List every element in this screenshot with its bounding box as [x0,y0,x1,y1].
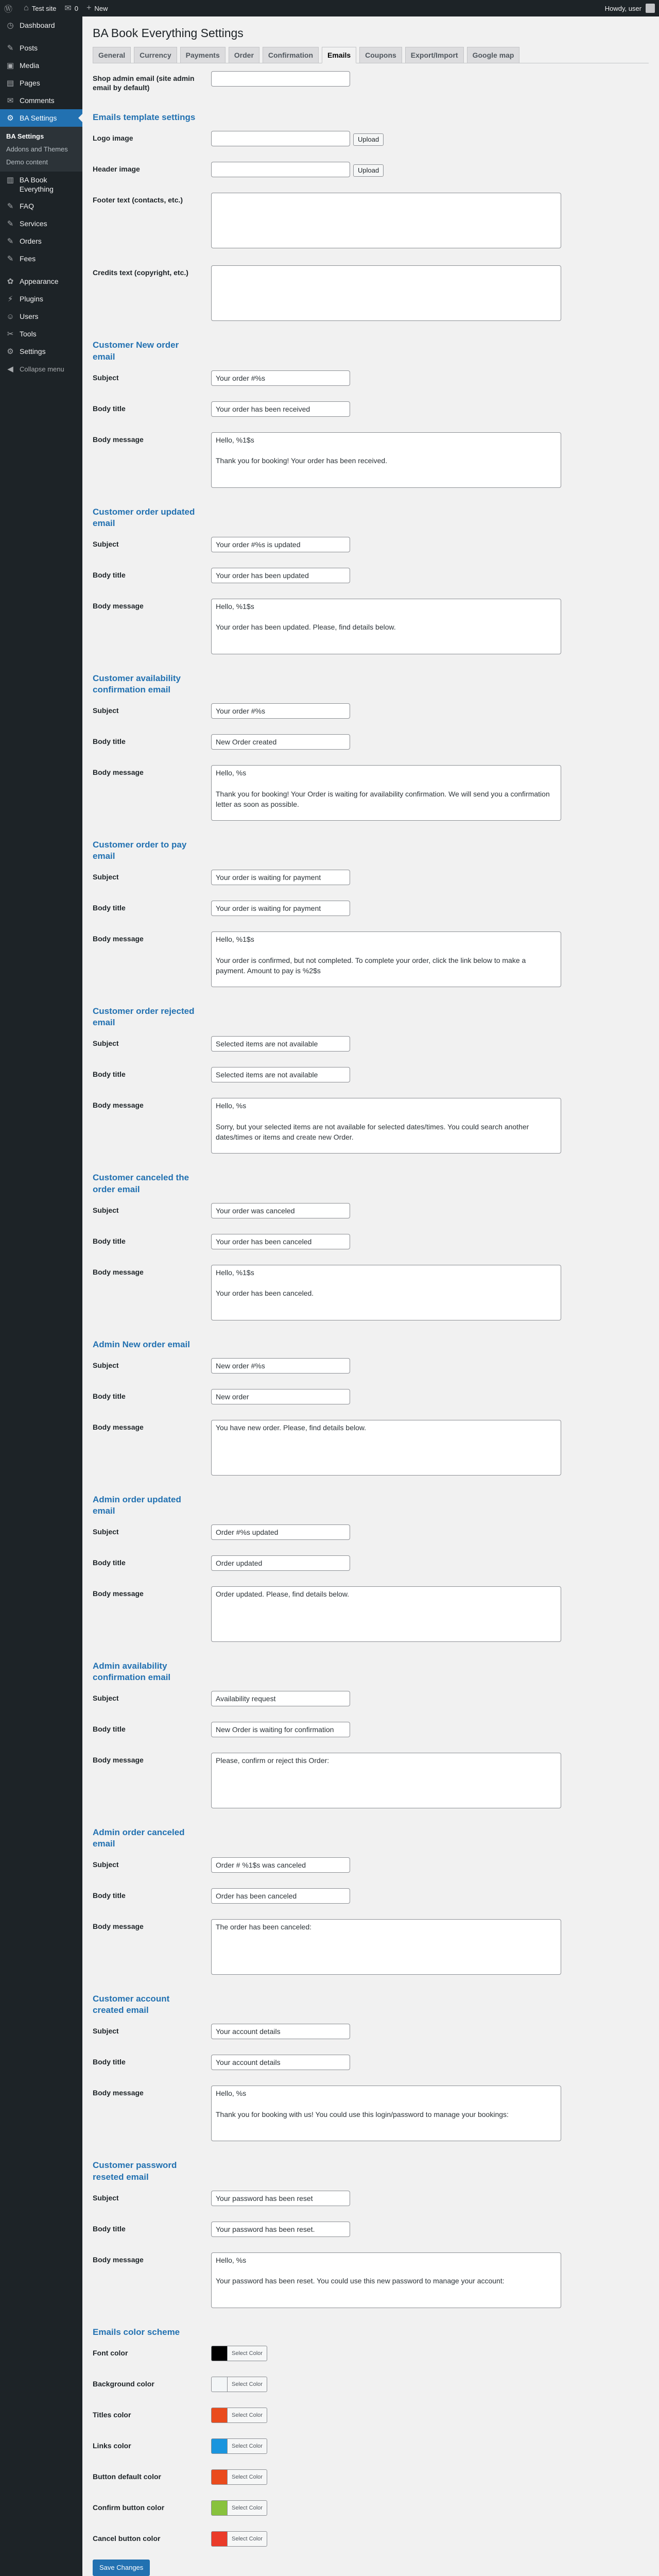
sidebar-item-label: Fees [20,255,36,263]
subject-label: Subject [93,373,119,382]
sidebar-item-faq[interactable] [0,197,82,215]
font-color-swatch[interactable] [211,2346,228,2361]
select-color-button[interactable]: Select Color [228,2469,267,2485]
admin-order-canceled-email-title: Admin order canceled email [93,1827,185,1849]
body-title-label: Body title [93,1558,126,1567]
site-name-label: Test site [31,4,57,12]
admin-new-order-email-table [93,1350,649,1485]
body-title-label: Body title [93,1891,126,1900]
sidebar-item-plugins[interactable] [0,290,82,308]
admin-availability-confirmation-email-subject-input[interactable] [211,1691,350,1706]
admin-availability-confirmation-email-table [93,1683,649,1818]
admin-order-updated-email-body-title-input[interactable] [211,1555,350,1571]
font-color-label: Font color [93,2348,128,2357]
customer-new-order-email-body-message-textarea[interactable] [211,432,561,488]
tab-google-map[interactable]: Google map [467,47,520,63]
tab-emails[interactable]: Emails [322,47,356,63]
settings-alt-icon: ⚙ [7,347,14,356]
sidebar-item-label: Tools [20,330,37,338]
customer-password-reseted-email-subject-input[interactable] [211,2191,350,2206]
background-color-swatch[interactable] [211,2377,228,2392]
confirm-button-color-label: Confirm button color [93,2503,165,2512]
sidebar-item-collapse-menu[interactable] [0,360,82,378]
sidebar-item-comments[interactable] [0,92,82,109]
sidebar-item-label: Collapse menu [20,365,64,373]
sidebar-item-label: Pages [20,79,40,87]
body-message-label: Body message [93,935,144,943]
tab-payments[interactable]: Payments [180,47,226,63]
header-image-input[interactable] [211,162,350,177]
customer-account-created-email-body-title-input[interactable] [211,2055,350,2070]
appearance-icon: ✿ [7,277,14,286]
header-image-label: Header image [93,165,140,174]
body-title-label: Body title [93,1070,126,1079]
customer-order-to-pay-email-body-title-input[interactable] [211,901,350,916]
customer-order-rejected-email-body-message-textarea[interactable] [211,1098,561,1154]
background-color-picker[interactable] [211,2377,644,2392]
admin-availability-confirmation-email-body-message-textarea[interactable] [211,1753,561,1808]
new-label: New [94,4,108,12]
template-table [93,123,649,330]
sidebar-item-ba-settings[interactable] [0,109,82,127]
sidebar-item-tools[interactable] [0,325,82,343]
body-message-label: Body message [93,2255,144,2264]
sidebar-item-label: FAQ [20,202,34,210]
titles-color-swatch[interactable] [211,2408,228,2423]
customer-new-order-email-title: Customer New order email [93,340,179,362]
body-title-label: Body title [93,2058,126,2066]
template-section-title: Emails template settings [93,112,196,123]
select-color-button[interactable]: Select Color [228,2377,267,2392]
dashboard-icon: ◷ [7,21,14,30]
cancel-button-color-label: Cancel button color [93,2534,161,2543]
customer-order-updated-email-table [93,529,649,664]
customer-password-reseted-email-title: Customer password reseted email [93,2160,177,2182]
sidebar-item-label: Orders [20,237,42,245]
logo-image-input[interactable] [211,131,350,146]
select-color-button[interactable]: Select Color [228,2408,267,2423]
sidebar-item-label: Media [20,61,40,70]
titles-color-picker[interactable] [211,2408,644,2423]
sidebar-item-label: Appearance [20,277,59,285]
sidebar-item-label: Posts [20,44,38,52]
pages-icon: ▤ [6,79,14,88]
customer-availability-confirmation-email-table [93,696,649,830]
body-message-label: Body message [93,2089,144,2097]
links-color-swatch[interactable] [211,2438,228,2454]
tab-confirmation[interactable]: Confirmation [263,47,319,63]
settings-submenu [0,127,82,172]
customer-canceled-the-order-email-title: Customer canceled the order email [93,1173,189,1194]
background-color-label: Background color [93,2379,154,2388]
links-color-label: Links color [93,2441,131,2450]
customer-availability-confirmation-email-body-title-input[interactable] [211,734,350,750]
subject-label: Subject [93,706,119,715]
subject-label: Subject [93,1694,119,1703]
logo-image-label: Logo image [93,134,133,143]
plus-icon: + [86,4,92,12]
customer-account-created-email-subject-input[interactable] [211,2024,350,2039]
services-icon: ✎ [7,219,14,228]
admin-new-order-email-subject-input[interactable] [211,1358,350,1374]
body-title-label: Body title [93,2224,126,2233]
customer-order-rejected-email-subject-input[interactable] [211,1036,350,1052]
sidebar-item-ba-book-everything[interactable] [0,172,82,197]
sidebar-item-services[interactable] [0,215,82,232]
cancel-button-color-picker[interactable] [211,2531,644,2547]
users-icon: ☺ [6,312,14,321]
body-message-label: Body message [93,768,144,777]
customer-availability-confirmation-email-title: Customer availability confirmation email [93,673,181,694]
new-content-link[interactable] [82,0,112,16]
admin-order-updated-email-table [93,1517,649,1651]
orders-icon: ✎ [7,237,14,246]
admin-new-order-email-body-message-textarea[interactable] [211,1420,561,1476]
sidebar-item-label: Dashboard [20,21,55,29]
customer-order-to-pay-email-body-message-textarea[interactable] [211,931,561,987]
tab-export-import[interactable]: Export/Import [405,47,464,63]
credits-text-label: Credits text (copyright, etc.) [93,268,188,277]
main-content [93,16,649,2576]
admin-order-canceled-email-table [93,1850,649,1984]
comments-count: 0 [74,4,79,12]
header-upload-button[interactable]: Upload [353,164,384,177]
site-name-link[interactable] [20,0,60,16]
sidebar-item-label: Plugins [20,295,43,303]
cancel-button-color-swatch[interactable] [211,2531,228,2547]
pin-icon: ✎ [7,44,14,53]
customer-account-created-email-title: Customer account created email [93,1994,170,2015]
button-default-color-swatch[interactable] [211,2469,228,2485]
body-message-label: Body message [93,1267,144,1276]
sidebar-item-label: Services [20,219,47,228]
customer-canceled-the-order-email-subject-input[interactable] [211,1203,350,1218]
howdy-label: Howdy, user [604,4,641,12]
email-sections [93,340,649,2317]
select-color-button[interactable]: Select Color [228,2346,267,2361]
body-title-label: Body title [93,904,126,912]
admin-order-updated-email-subject-input[interactable] [211,1524,350,1540]
body-title-label: Body title [93,1236,126,1245]
faq-icon: ✎ [7,202,14,211]
sidebar-item-settings[interactable] [0,343,82,360]
sidebar-item-pages[interactable] [0,74,82,92]
customer-order-to-pay-email-table [93,862,649,996]
body-message-label: Body message [93,1922,144,1931]
sidebar-item-label: Users [20,312,39,320]
confirm-button-color-swatch[interactable] [211,2500,228,2516]
customer-password-reseted-email-body-message-textarea[interactable] [211,2252,561,2308]
wordpress-logo-icon[interactable]: Ⓦ [4,5,13,14]
footer-text-textarea[interactable] [211,193,561,248]
subject-label: Subject [93,1039,119,1048]
admin-order-updated-email-title: Admin order updated email [93,1494,181,1516]
tab-general[interactable]: General [93,47,131,63]
customer-password-reseted-email-table [93,2183,649,2317]
select-color-button[interactable]: Select Color [228,2500,267,2516]
body-title-label: Body title [93,737,126,746]
links-color-picker[interactable] [211,2438,644,2454]
tab-currency[interactable]: Currency [134,47,177,63]
body-title-label: Body title [93,404,126,413]
fees-icon: ✎ [7,255,14,263]
shop-admin-email-table [93,63,649,103]
customer-order-updated-email-body-message-textarea[interactable] [211,599,561,654]
body-message-label: Body message [93,1422,144,1431]
tools-icon: ✂ [7,330,14,338]
body-message-label: Body message [93,1101,144,1110]
settings-icon: ⚙ [7,114,14,123]
select-color-button[interactable]: Select Color [228,2438,267,2454]
customer-account-created-email-body-message-textarea[interactable] [211,2086,561,2141]
media-icon: ▣ [6,61,14,70]
submenu-item-ba-settings[interactable]: BA Settings [6,132,44,140]
customer-order-updated-email-title: Customer order updated email [93,506,195,528]
tab-order[interactable]: Order [229,47,259,63]
customer-canceled-the-order-email-body-title-input[interactable] [211,1234,350,1249]
submenu-item-addons-and-themes[interactable]: Addons and Themes [6,145,68,153]
subject-label: Subject [93,2027,119,2036]
customer-order-rejected-email-table [93,1028,649,1163]
font-color-picker[interactable] [211,2346,644,2361]
sidebar-item-fees[interactable] [0,250,82,267]
body-title-label: Body title [93,1725,126,1734]
menu-separator [0,267,82,273]
settings-tabs [93,47,649,63]
admin-order-updated-email-body-message-textarea[interactable] [211,1586,561,1642]
admin-order-canceled-email-subject-input[interactable] [211,1857,350,1873]
customer-new-order-email-table [93,363,649,497]
sidebar-item-users[interactable] [0,308,82,325]
button-default-color-picker[interactable] [211,2469,644,2485]
admin-order-canceled-email-body-message-textarea[interactable] [211,1919,561,1975]
sidebar-item-label: BA Settings [20,114,57,122]
customer-order-to-pay-email-title: Customer order to pay email [93,840,187,861]
plugins-icon: ⚡ [7,295,13,303]
admin-new-order-email-title: Admin New order email [93,1339,190,1349]
logo-upload-button[interactable]: Upload [353,133,384,146]
sidebar-item-media[interactable] [0,57,82,74]
customer-order-rejected-email-body-title-input[interactable] [211,1067,350,1082]
shop-admin-email-input[interactable] [211,71,350,87]
account-menu[interactable] [605,4,659,13]
customer-password-reseted-email-body-title-input[interactable] [211,2222,350,2237]
admin-availability-confirmation-email-title: Admin availability confirmation email [93,1660,171,1682]
admin-availability-confirmation-email-body-title-input[interactable] [211,1722,350,1737]
select-color-button[interactable]: Select Color [228,2531,267,2547]
customer-availability-confirmation-email-subject-input[interactable] [211,703,350,719]
body-message-label: Body message [93,435,144,444]
book-icon: ▥ [6,176,14,184]
sidebar-item-dashboard[interactable] [0,16,82,34]
titles-color-label: Titles color [93,2410,131,2419]
body-message-label: Body message [93,601,144,610]
body-message-label: Body message [93,1756,144,1765]
customer-order-rejected-email-title: Customer order rejected email [93,1006,195,1028]
admin-bar [0,0,659,16]
save-changes-button[interactable]: Save Changes [93,2560,150,2576]
page-title: BA Book Everything Settings [93,26,244,40]
home-icon: ⌂ [24,4,29,12]
footer-text-label: Footer text (contacts, etc.) [93,196,183,205]
shop-admin-email-label: Shop admin email (site admin email by default) [93,74,195,92]
avatar [646,4,655,13]
subject-label: Subject [93,873,119,882]
color-scheme-title: Emails color scheme [93,2327,180,2337]
customer-account-created-email-table [93,2016,649,2150]
subject-label: Subject [93,1527,119,1536]
menu-separator [0,34,82,39]
color-scheme-table [93,2338,649,2554]
button-default-color-label: Button default color [93,2472,161,2481]
subject-label: Subject [93,539,119,548]
sidebar-item-orders[interactable] [0,232,82,250]
comment-icon: ✉ [7,96,14,105]
comments-link[interactable] [60,0,82,16]
credits-text-textarea[interactable] [211,265,561,321]
subject-label: Subject [93,1206,119,1214]
submenu-item-demo-content[interactable]: Demo content [6,158,48,166]
sidebar-item-posts[interactable] [0,39,82,57]
customer-new-order-email-body-title-input[interactable] [211,401,350,417]
body-title-label: Body title [93,1392,126,1400]
body-title-label: Body title [93,570,126,579]
confirm-button-color-picker[interactable] [211,2500,644,2516]
customer-order-to-pay-email-subject-input[interactable] [211,870,350,885]
admin-order-canceled-email-body-title-input[interactable] [211,1888,350,1904]
customer-order-updated-email-body-title-input[interactable] [211,568,350,583]
sidebar-item-label: Comments [20,96,55,105]
subject-label: Subject [93,1860,119,1869]
sidebar-item-label: BA Book Everything [19,176,54,193]
tab-coupons[interactable]: Coupons [359,47,402,63]
comment-bubble-icon: ✉ [64,4,72,13]
customer-availability-confirmation-email-body-message-textarea[interactable] [211,765,561,821]
sidebar-item-label: Settings [20,347,46,355]
sidebar-item-appearance[interactable] [0,273,82,290]
admin-sidebar [0,16,82,2576]
customer-order-updated-email-subject-input[interactable] [211,537,350,552]
collapse-icon: ◀ [7,365,13,374]
admin-new-order-email-body-title-input[interactable] [211,1389,350,1404]
customer-canceled-the-order-email-table [93,1195,649,1330]
customer-canceled-the-order-email-body-message-textarea[interactable] [211,1265,561,1320]
subject-label: Subject [93,2193,119,2202]
body-message-label: Body message [93,1589,144,1598]
customer-new-order-email-subject-input[interactable] [211,370,350,386]
subject-label: Subject [93,1361,119,1369]
